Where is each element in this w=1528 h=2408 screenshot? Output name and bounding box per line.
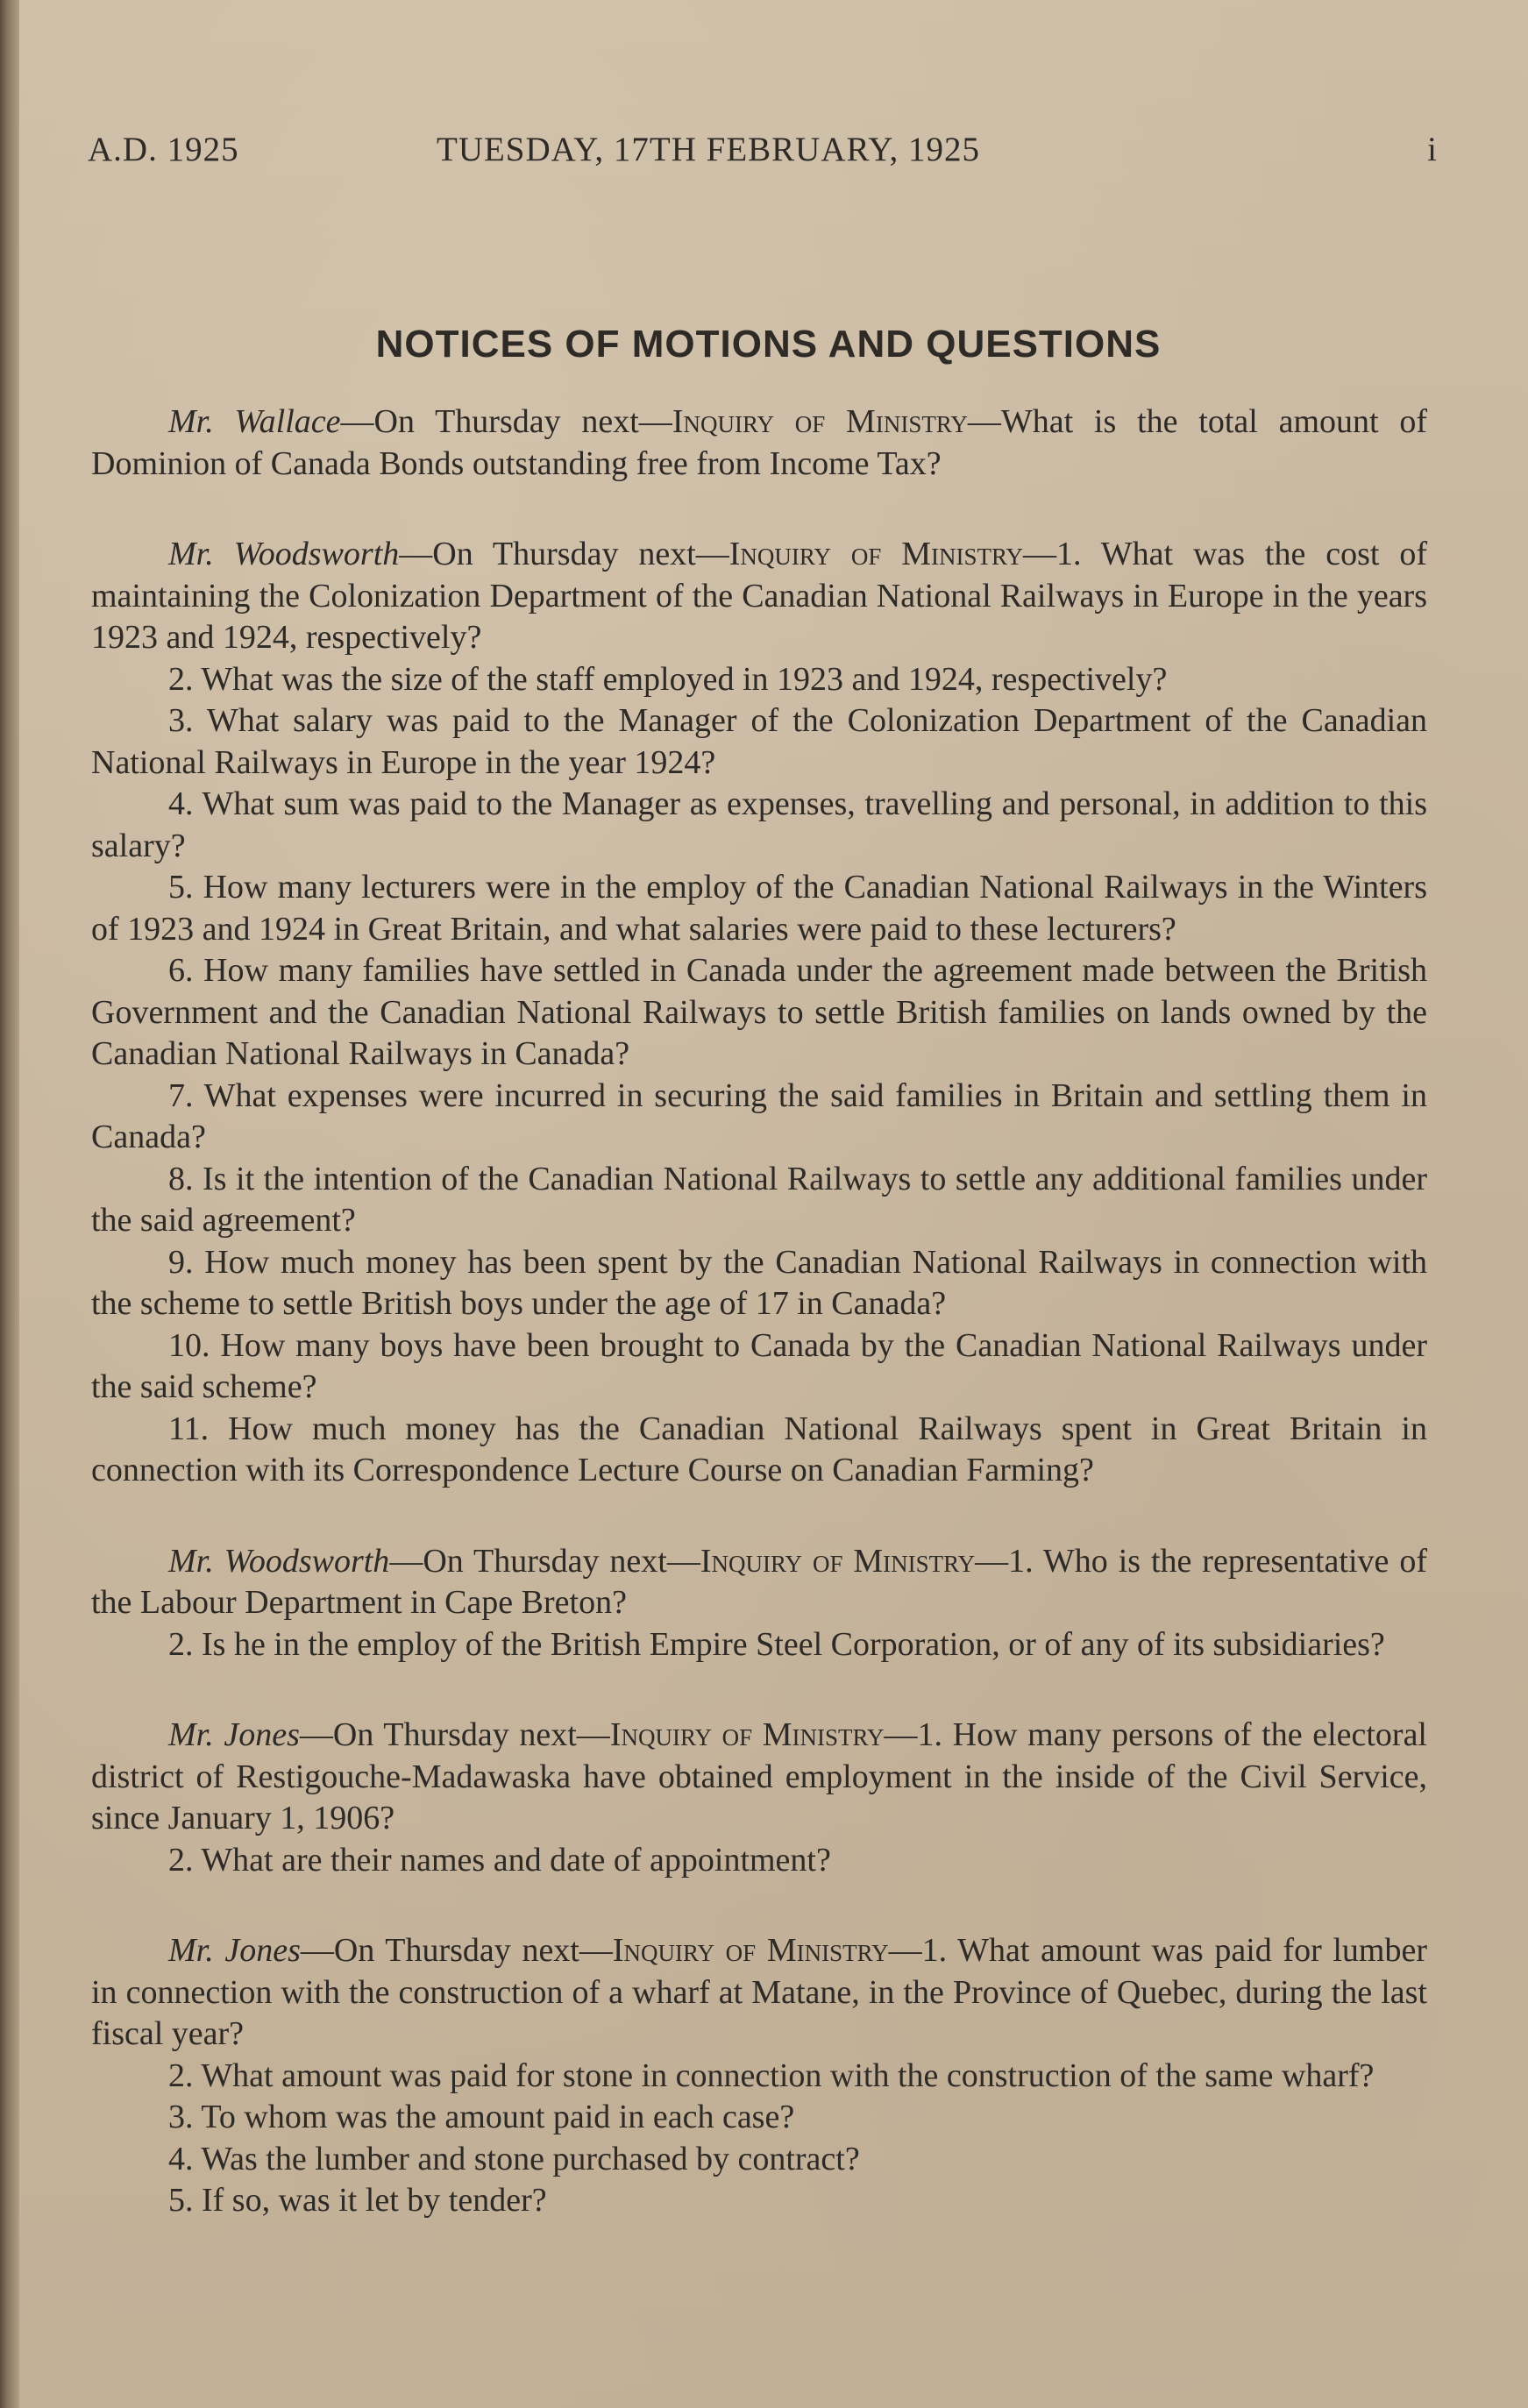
notice-kind: Inquiry of Ministry	[700, 1542, 976, 1580]
page-number: i	[1427, 131, 1438, 168]
notice-when: —On Thursday next—	[389, 1542, 700, 1580]
notice-paragraph	[91, 1541, 1427, 1624]
question-item: 4. Was the lumber and stone purchased by contract?	[168, 2140, 860, 2177]
notice-when: —On Thursday next—	[299, 1716, 610, 1753]
notice-mover: Mr. Woodsworth	[168, 1542, 390, 1580]
question-item: 10. How many boys have been brought to Canada by the Canadian National Railways under the said scheme?	[91, 1326, 1427, 1405]
question-item: 2. Is he in the employ of the British Empire Steel Corporation, or of any of its subsidiaries?	[168, 1625, 1385, 1663]
question-item: 3. To whom was the amount paid in each case?	[168, 2099, 795, 2135]
notice-question: —What is the total amount of Dominion of Canada Bonds outstanding free from Income Tax?	[91, 403, 1428, 482]
notice-paragraph	[91, 1715, 1427, 1840]
notice-paragraph	[91, 401, 1427, 485]
notice-question: —1. What was the cost of maintaining the Colonization Department of the Canadian National Railways in Europe in the years 1923 and 1924, respectively?	[91, 536, 1428, 656]
notice-kind: Inquiry of Ministry	[612, 1932, 889, 1969]
notice-mover: Mr. Wallace	[168, 403, 341, 440]
notice-kind: Inquiry of Ministry	[609, 1716, 885, 1753]
notice-mover: Mr. Jones	[168, 1932, 301, 1969]
question-item: 9. How much money has been spent by the Canadian National Railways in connection with the scheme to settle British boys under the age of 17 in Canada?	[91, 1243, 1427, 1322]
notice-when: —On Thursday next—	[399, 536, 729, 572]
notice-kind: Inquiry of Ministry	[728, 536, 1024, 572]
question-item: 6. How many families have settled in Canada under the agreement made between the British Government and the Canadian National Railways to settle British families on lands owned by the Canadian National Railways in Canada?	[91, 952, 1427, 1072]
question-item: 5. If so, was it let by tender?	[168, 2182, 547, 2219]
question-item: 2. What was the size of the staff employed in 1923 and 1924, respectively?	[168, 660, 1168, 698]
notice-mover: Mr. Woodsworth	[168, 536, 400, 572]
notice-when: —On Thursday next—	[300, 1932, 613, 1969]
running-head-year: A.D. 1925	[88, 131, 239, 168]
question-item: 4. What sum was paid to the Manager as expenses, travelling and personal, in addition to this salary?	[91, 785, 1427, 864]
notice-kind: Inquiry of Ministry	[672, 403, 968, 440]
question-item: 11. How much money has the Canadian National Railways spent in Great Britain in connection with its Correspondence Lecture Course on Canadian Farming?	[91, 1410, 1427, 1488]
notices-body	[91, 401, 1427, 2222]
question-item: 8. Is it the intention of the Canadian National Railways to settle any additional families under the said agreement?	[91, 1160, 1427, 1239]
notice-paragraph	[91, 534, 1427, 659]
running-head-date: TUESDAY, 17TH FEBRUARY, 1925	[437, 131, 980, 168]
question-item: 2. What are their names and date of appointment?	[168, 1841, 831, 1879]
notice-when: —On Thursday next—	[340, 403, 672, 440]
notice-question: —1. Who is the representative of the Labour Department in Cape Breton?	[91, 1542, 1427, 1621]
question-item: 2. What amount was paid for stone in connection with the construction of the same wharf?	[168, 2056, 1375, 2094]
question-item: 5. How many lecturers were in the employ of the Canadian National Railways in the Winters of 1923 and 1924 in Great Britain, and what salaries were paid to these lecturers?	[91, 869, 1427, 948]
question-item: 3. What salary was paid to the Manager of the Colonization Department of the Canadian National Railways in Europe in the year 1924?	[91, 702, 1427, 781]
notice-question: —1. How many persons of the electoral district of Restigouche-Madawaska have obtained employment in the inside of the Civil Service, since January 1, 1906?	[91, 1716, 1427, 1836]
notice-question: —1. What amount was paid for lumber in connection with the construction of a wharf at Matane, in the Province of Quebec, during the last fiscal year?	[91, 1932, 1427, 2052]
notice-paragraph	[91, 1930, 1427, 2056]
notice-mover: Mr. Jones	[168, 1716, 300, 1753]
question-item: 7. What expenses were incurred in securing the said families in Britain and settling them in Canada?	[91, 1076, 1427, 1155]
section-heading: NOTICES OF MOTIONS AND QUESTIONS	[375, 323, 1162, 366]
running-head	[88, 130, 1438, 174]
